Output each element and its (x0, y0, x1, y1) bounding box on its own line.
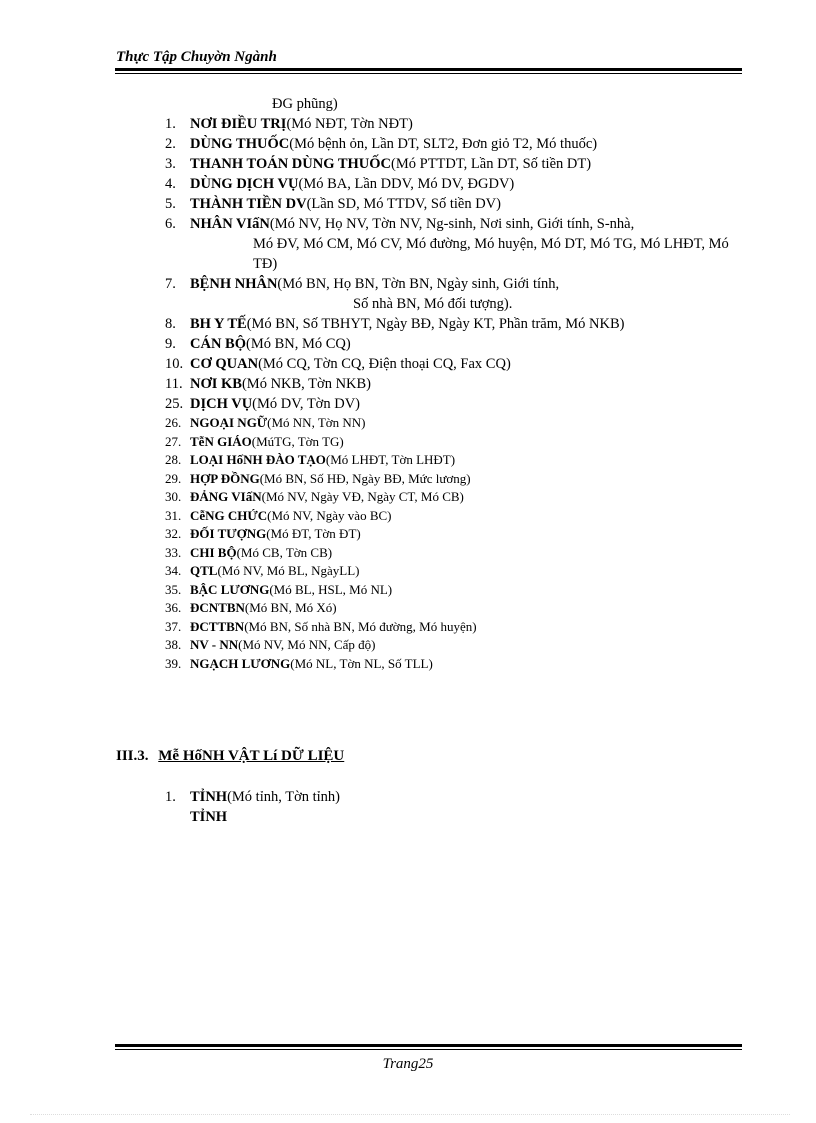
item-attributes: (Mó BN, Số nhà BN, Mó đường, Mó huyện) (244, 618, 477, 634)
page-header-title: Thực Tập Chuyờn Ngành (116, 49, 277, 65)
section-list (165, 787, 740, 827)
list-item (165, 274, 740, 314)
item-number: 3. (165, 156, 176, 172)
item-attributes: (Lần SD, Mó TTDV, Số tiền DV) (306, 196, 501, 212)
item-title: NHÂN VIấN (190, 216, 270, 232)
list-item (165, 636, 740, 655)
item-title: TỈNH (190, 789, 228, 805)
item-title: QTL (190, 563, 218, 578)
item-number: 27. (165, 433, 182, 449)
item-number: 28. (165, 452, 182, 467)
list-item (165, 787, 740, 807)
item-title: BẬC LƯƠNG (190, 581, 270, 597)
item-number: 10. (165, 356, 184, 372)
item-attributes: (Mó ĐT, Tờn ĐT) (266, 526, 361, 541)
item-attributes: (Mó CB, Tờn CB) (236, 544, 333, 560)
item-attributes: (Mó LHĐT, Tờn LHĐT) (325, 452, 456, 467)
item-title: DỊCH VỤ (190, 396, 253, 412)
item-title: BỆNH NHÂN (190, 276, 278, 292)
list-item (165, 581, 740, 600)
item-attributes: (Mó BN, Số HĐ, Ngày BĐ, Mức lương) (259, 470, 471, 486)
item-number: 34. (165, 563, 182, 578)
item-attributes: (Mó NV, Họ NV, Tờn NV, Ng-sinh, Nơi sinh, Giới tính, S-nhà, (269, 216, 635, 232)
item-title: NGOẠI NGỮ (190, 415, 268, 430)
entity-list (165, 114, 740, 673)
list-item (165, 451, 740, 470)
item-number: 30. (165, 489, 182, 504)
item-number: 38. (165, 637, 182, 652)
item-attributes: (Mó NV, Mó BL, NgàyLL) (217, 563, 360, 578)
item-attributes: (Mó BN, Họ BN, Tờn BN, Ngày sinh, Giới tính, (277, 276, 560, 292)
item-attributes: (Mó DV, Tờn DV) (252, 396, 361, 412)
item-attributes: (Mó CQ, Tờn CQ, Điện thoại CQ, Fax CQ) (258, 356, 511, 372)
item-number: 5. (165, 196, 176, 212)
list-item (165, 134, 740, 154)
section-heading (116, 748, 344, 765)
list-item (165, 214, 740, 274)
list-item (165, 414, 740, 433)
item-number: 6. (165, 216, 176, 232)
item-number: 36. (165, 600, 182, 615)
item-attributes: (Mó NV, Ngày VĐ, Ngày CT, Mó CB) (261, 489, 464, 504)
item-attributes: (Mó BA, Lần DDV, Mó DV, ĐGDV) (298, 176, 515, 192)
item-title: NƠI KB (190, 376, 242, 392)
item-attributes: (MúTG, Tờn TG) (251, 433, 344, 449)
item-number: 2. (165, 136, 176, 152)
item-title: THANH TOÁN DÙNG THUỐC (190, 156, 392, 172)
item-title: CễNG CHỨC (190, 507, 268, 523)
list-item (165, 314, 740, 334)
item-attributes: (Mó NV, Ngày vào BC) (267, 507, 392, 523)
list-item (165, 374, 740, 394)
section-number: III.3. (116, 748, 149, 764)
item-number: 8. (165, 316, 176, 332)
item-attributes: (Mó BL, HSL, Mó NL) (269, 581, 393, 597)
item-number: 37. (165, 618, 182, 634)
item-number: 11. (165, 376, 183, 392)
item-title: DÙNG THUỐC (190, 136, 290, 152)
item-number: 26. (165, 415, 182, 430)
item-number: 1. (165, 789, 176, 805)
list-item (165, 394, 740, 414)
item-title: ĐCNTBN (190, 600, 245, 615)
list-item (165, 174, 740, 194)
item-title: HỢP ĐỒNG (190, 470, 260, 486)
item-number: 31. (165, 507, 182, 523)
list-item (165, 433, 740, 452)
header-rule-thick (115, 68, 742, 71)
item-number: 4. (165, 176, 176, 192)
list-item (165, 544, 740, 563)
list-item (165, 562, 740, 581)
list-item (165, 599, 740, 618)
item-title: NƠI ĐIỀU TRỊ (190, 116, 287, 132)
list-item (165, 194, 740, 214)
item-number: 32. (165, 526, 182, 541)
footer-rule-thick (115, 1044, 742, 1047)
list-item (165, 525, 740, 544)
item-title: TễN GIÁO (190, 433, 252, 449)
item-number: 25. (165, 396, 184, 412)
section-title: Mễ HốNH VẬT Lí DỮ LIỆU (158, 748, 345, 764)
item-title: ĐỐI TƯỢNG (190, 526, 267, 541)
item-attributes: (Mó BN, Số TBHYT, Ngày BĐ, Ngày KT, Phần trăm, Mó NKB) (246, 316, 625, 332)
list-item (165, 470, 740, 489)
item-number: 9. (165, 336, 176, 352)
item-attributes: (Mó bệnh ỏn, Lần DT, SLT2, Đơn giỏ T2, Mó thuốc) (289, 136, 598, 152)
header-rule-thin (115, 73, 742, 74)
item-attributes: (Mó NKB, Tờn NKB) (241, 376, 372, 392)
item-attributes: (Mó NN, Tờn NN) (267, 415, 366, 430)
item-attributes: (Mó BN, Mó CQ) (246, 336, 351, 352)
list-item (165, 488, 740, 507)
item-title: DÙNG DỊCH VỤ (190, 176, 299, 192)
item-title: ĐCTTBN (190, 618, 245, 634)
item-number: 33. (165, 544, 182, 560)
item-number: 29. (165, 470, 182, 486)
list-item (165, 154, 740, 174)
item-number: 35. (165, 581, 182, 597)
item-title: CƠ QUAN (190, 356, 259, 372)
item-title: CHI BỘ (190, 544, 237, 560)
page-number: Trang25 (382, 1056, 434, 1072)
footer-rule-thin (115, 1049, 742, 1050)
list-item (165, 334, 740, 354)
item-continuation: TỈNH (190, 809, 228, 825)
item-attributes: (Mó NĐT, Tờn NĐT) (286, 116, 413, 132)
item-title: THÀNH TIỀN DV (190, 196, 307, 212)
item-attributes: (Mó PTTDT, Lần DT, Số tiền DT) (391, 156, 592, 172)
item-title: NV - NN (190, 637, 239, 652)
item-title: BH Y TẾ (190, 316, 247, 332)
item-attributes: (Mó NL, Tờn NL, Số TLL) (290, 655, 433, 671)
list-item (165, 354, 740, 374)
page-bottom-dotted-line (30, 1114, 790, 1115)
item-number: 7. (165, 276, 176, 292)
item-continuation: Mó ĐV, Mó CM, Mó CV, Mó đường, Mó huyện, Mó DT, Mó TG, Mó LHĐT, Mó TĐ) (253, 236, 729, 272)
list-item (165, 655, 740, 674)
item-title: NGẠCH LƯƠNG (190, 655, 291, 671)
item-title: CÁN BỘ (190, 336, 246, 352)
item-title: LOẠI HốNH ĐÀO TẠO (190, 452, 326, 467)
item-attributes: (Mó BN, Mó Xó) (244, 600, 337, 615)
list-item (165, 618, 740, 637)
item-number: 39. (165, 655, 182, 671)
item-continuation: Số nhà BN, Mó đối tượng). (353, 296, 513, 312)
item-attributes: (Mó NV, Mó NN, Cấp độ) (238, 637, 376, 652)
list-item (165, 507, 740, 526)
list-item (165, 114, 740, 134)
item-title: ĐẢNG VIấN (190, 489, 262, 504)
item-attributes: (Mó tỉnh, Tờn tỉnh) (227, 789, 341, 805)
item-number: 1. (165, 116, 176, 132)
continuation-text: ĐG phũng) (272, 96, 338, 112)
